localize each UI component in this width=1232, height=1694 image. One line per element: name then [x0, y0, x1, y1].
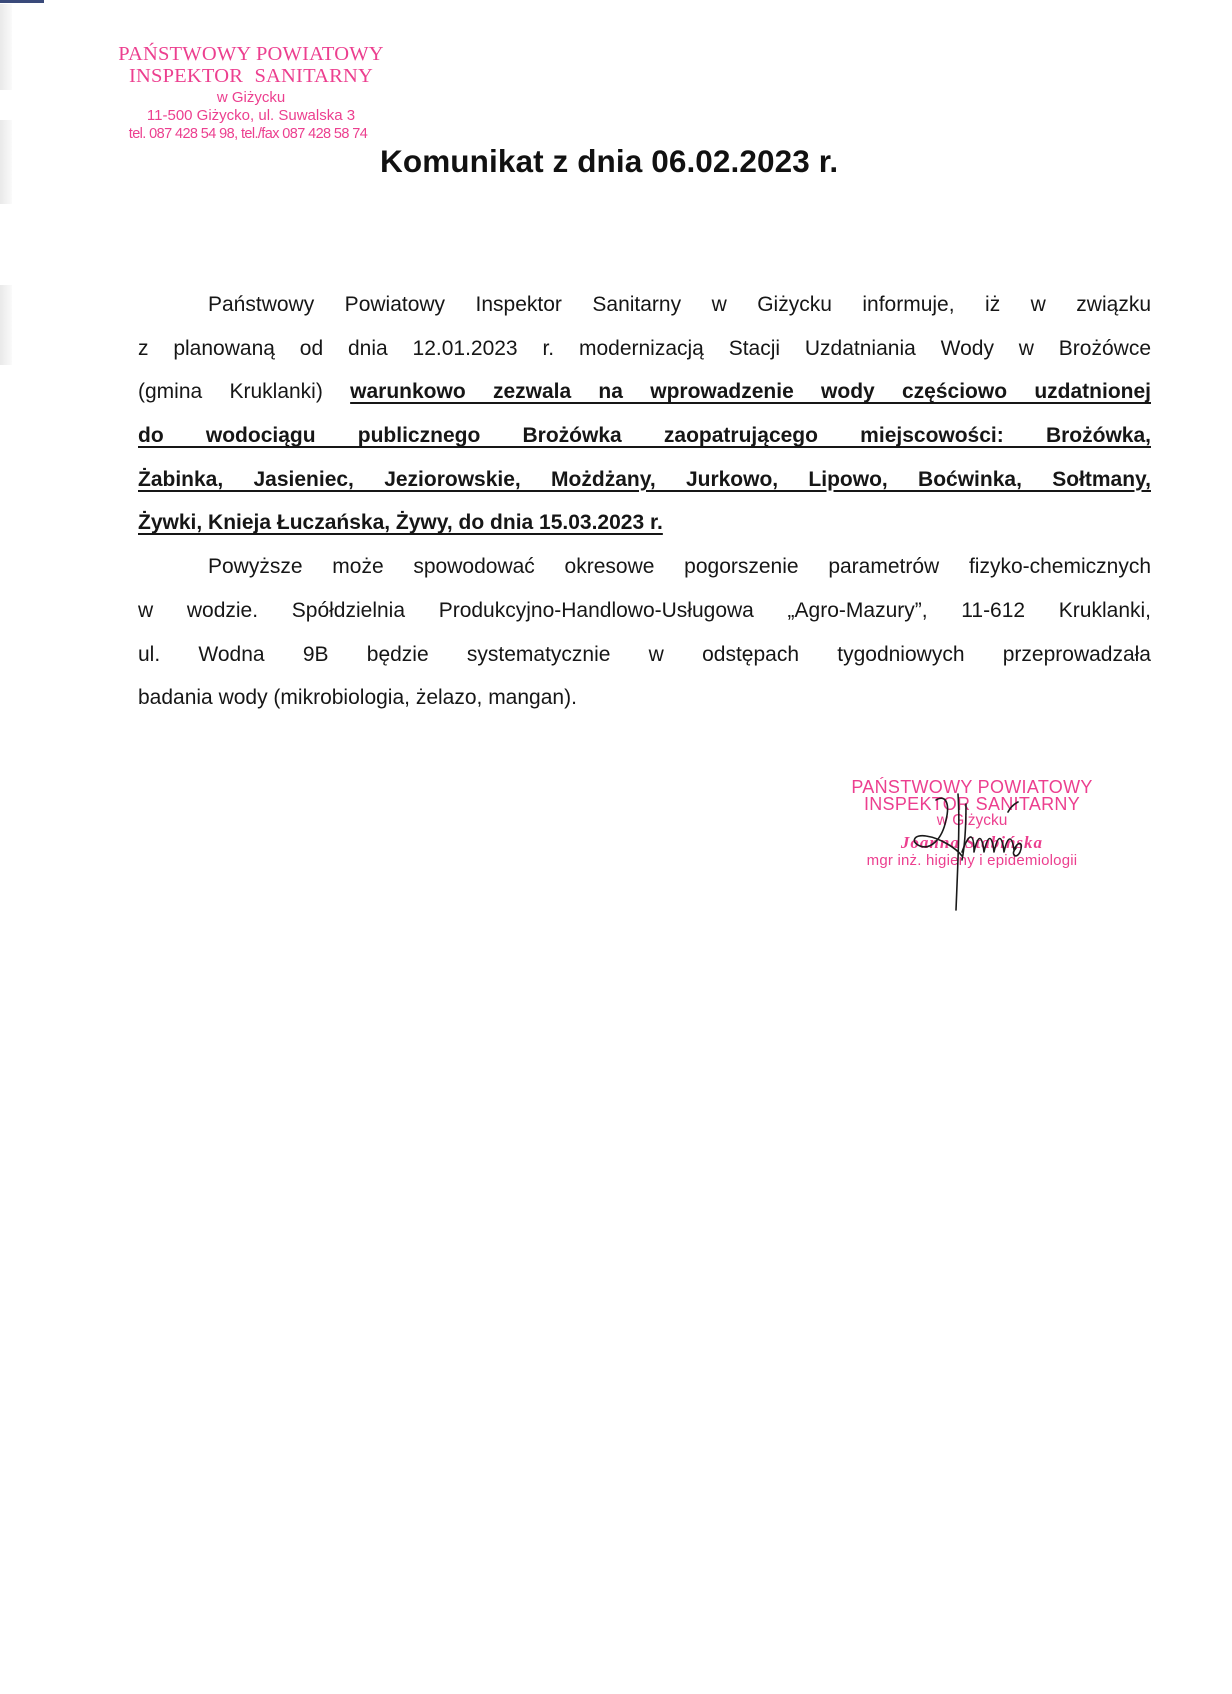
stamp-address: 11-500 Giżycko, ul. Suwalska 3: [146, 107, 356, 124]
body-line: [138, 377, 1151, 421]
body-line: Państwowy Powiatowy Inspektor Sanitarny w Giżycku informuje, iż w związku: [208, 293, 1151, 316]
body-line-emphasis: do wodociągu publicznego Brożówka zaopatrującego miejscowości: Brożówka,: [138, 424, 1151, 448]
stamp-institution-line2: INSPEKTOR SANITARNY: [128, 64, 374, 87]
paragraph-1: [138, 290, 1151, 552]
sign-stamp-line2: INSPEKTOR SANITARNY: [863, 794, 1081, 814]
body-line: Powyższe może spowodować okresowe pogorszenie parametrów fizyko-chemicznych: [208, 555, 1151, 579]
body-text-emphasis: warunkowo zezwala na wprowadzenie wody częściowo uzdatnionej: [350, 380, 1151, 404]
sign-stamp-line1: PAŃSTWOWY POWIATOWY: [851, 777, 1093, 797]
body-line: z planowaną od dnia 12.01.2023 r. modernizacją Stacji Uzdatniania Wody w Brożówce: [138, 336, 1151, 360]
sign-stamp-name: Joanna Stabińska: [900, 833, 1044, 852]
sign-stamp-degree: mgr inż. higieny i epidemiologii: [866, 852, 1078, 869]
body-line: ul. Wodna 9B będzie systematycznie w odstępach tygodniowych przeprowadzała: [138, 642, 1151, 666]
body-line-emphasis: [138, 508, 1151, 552]
document-title: Komunikat z dnia 06.02.2023 r.: [380, 143, 839, 179]
body-line: badania wody (mikrobiologia, żelazo, mangan).: [138, 686, 577, 710]
paragraph-2: [138, 552, 1151, 727]
stamp-phone: tel. 087 428 54 98, tel./fax 087 428 58 74: [128, 126, 368, 142]
stamp-institution-line1: PAŃSTWOWY POWIATOWY: [118, 43, 384, 65]
body-text-plain: (gmina Kruklanki): [138, 380, 351, 404]
stamp-city: w Giżycku: [216, 89, 286, 106]
handwritten-signature-icon: [900, 790, 1070, 920]
body-line-emphasis: Żabinka, Jasieniec, Jeziorowskie, Możdżany, Jurkowo, Lipowo, Boćwinka, Sołtmany,: [138, 467, 1151, 491]
sign-stamp-city: w Giżycku: [936, 812, 1008, 829]
body-text-emphasis: Żywki, Knieja Łuczańska, Żywy, do dnia 15.03.2023 r.: [138, 511, 663, 535]
scan-edge-shadow: [0, 4, 12, 90]
scan-edge-shadow: [0, 285, 12, 365]
body-line: w wodzie. Spółdzielnia Produkcyjno-Handlowo-Usługowa „Agro-Mazury”, 11-612 Kruklanki,: [138, 598, 1151, 622]
scan-corner-mark: [0, 0, 44, 3]
scan-edge-shadow: [0, 120, 12, 204]
document-body: [138, 290, 1151, 727]
letterhead-stamp: [106, 44, 396, 143]
